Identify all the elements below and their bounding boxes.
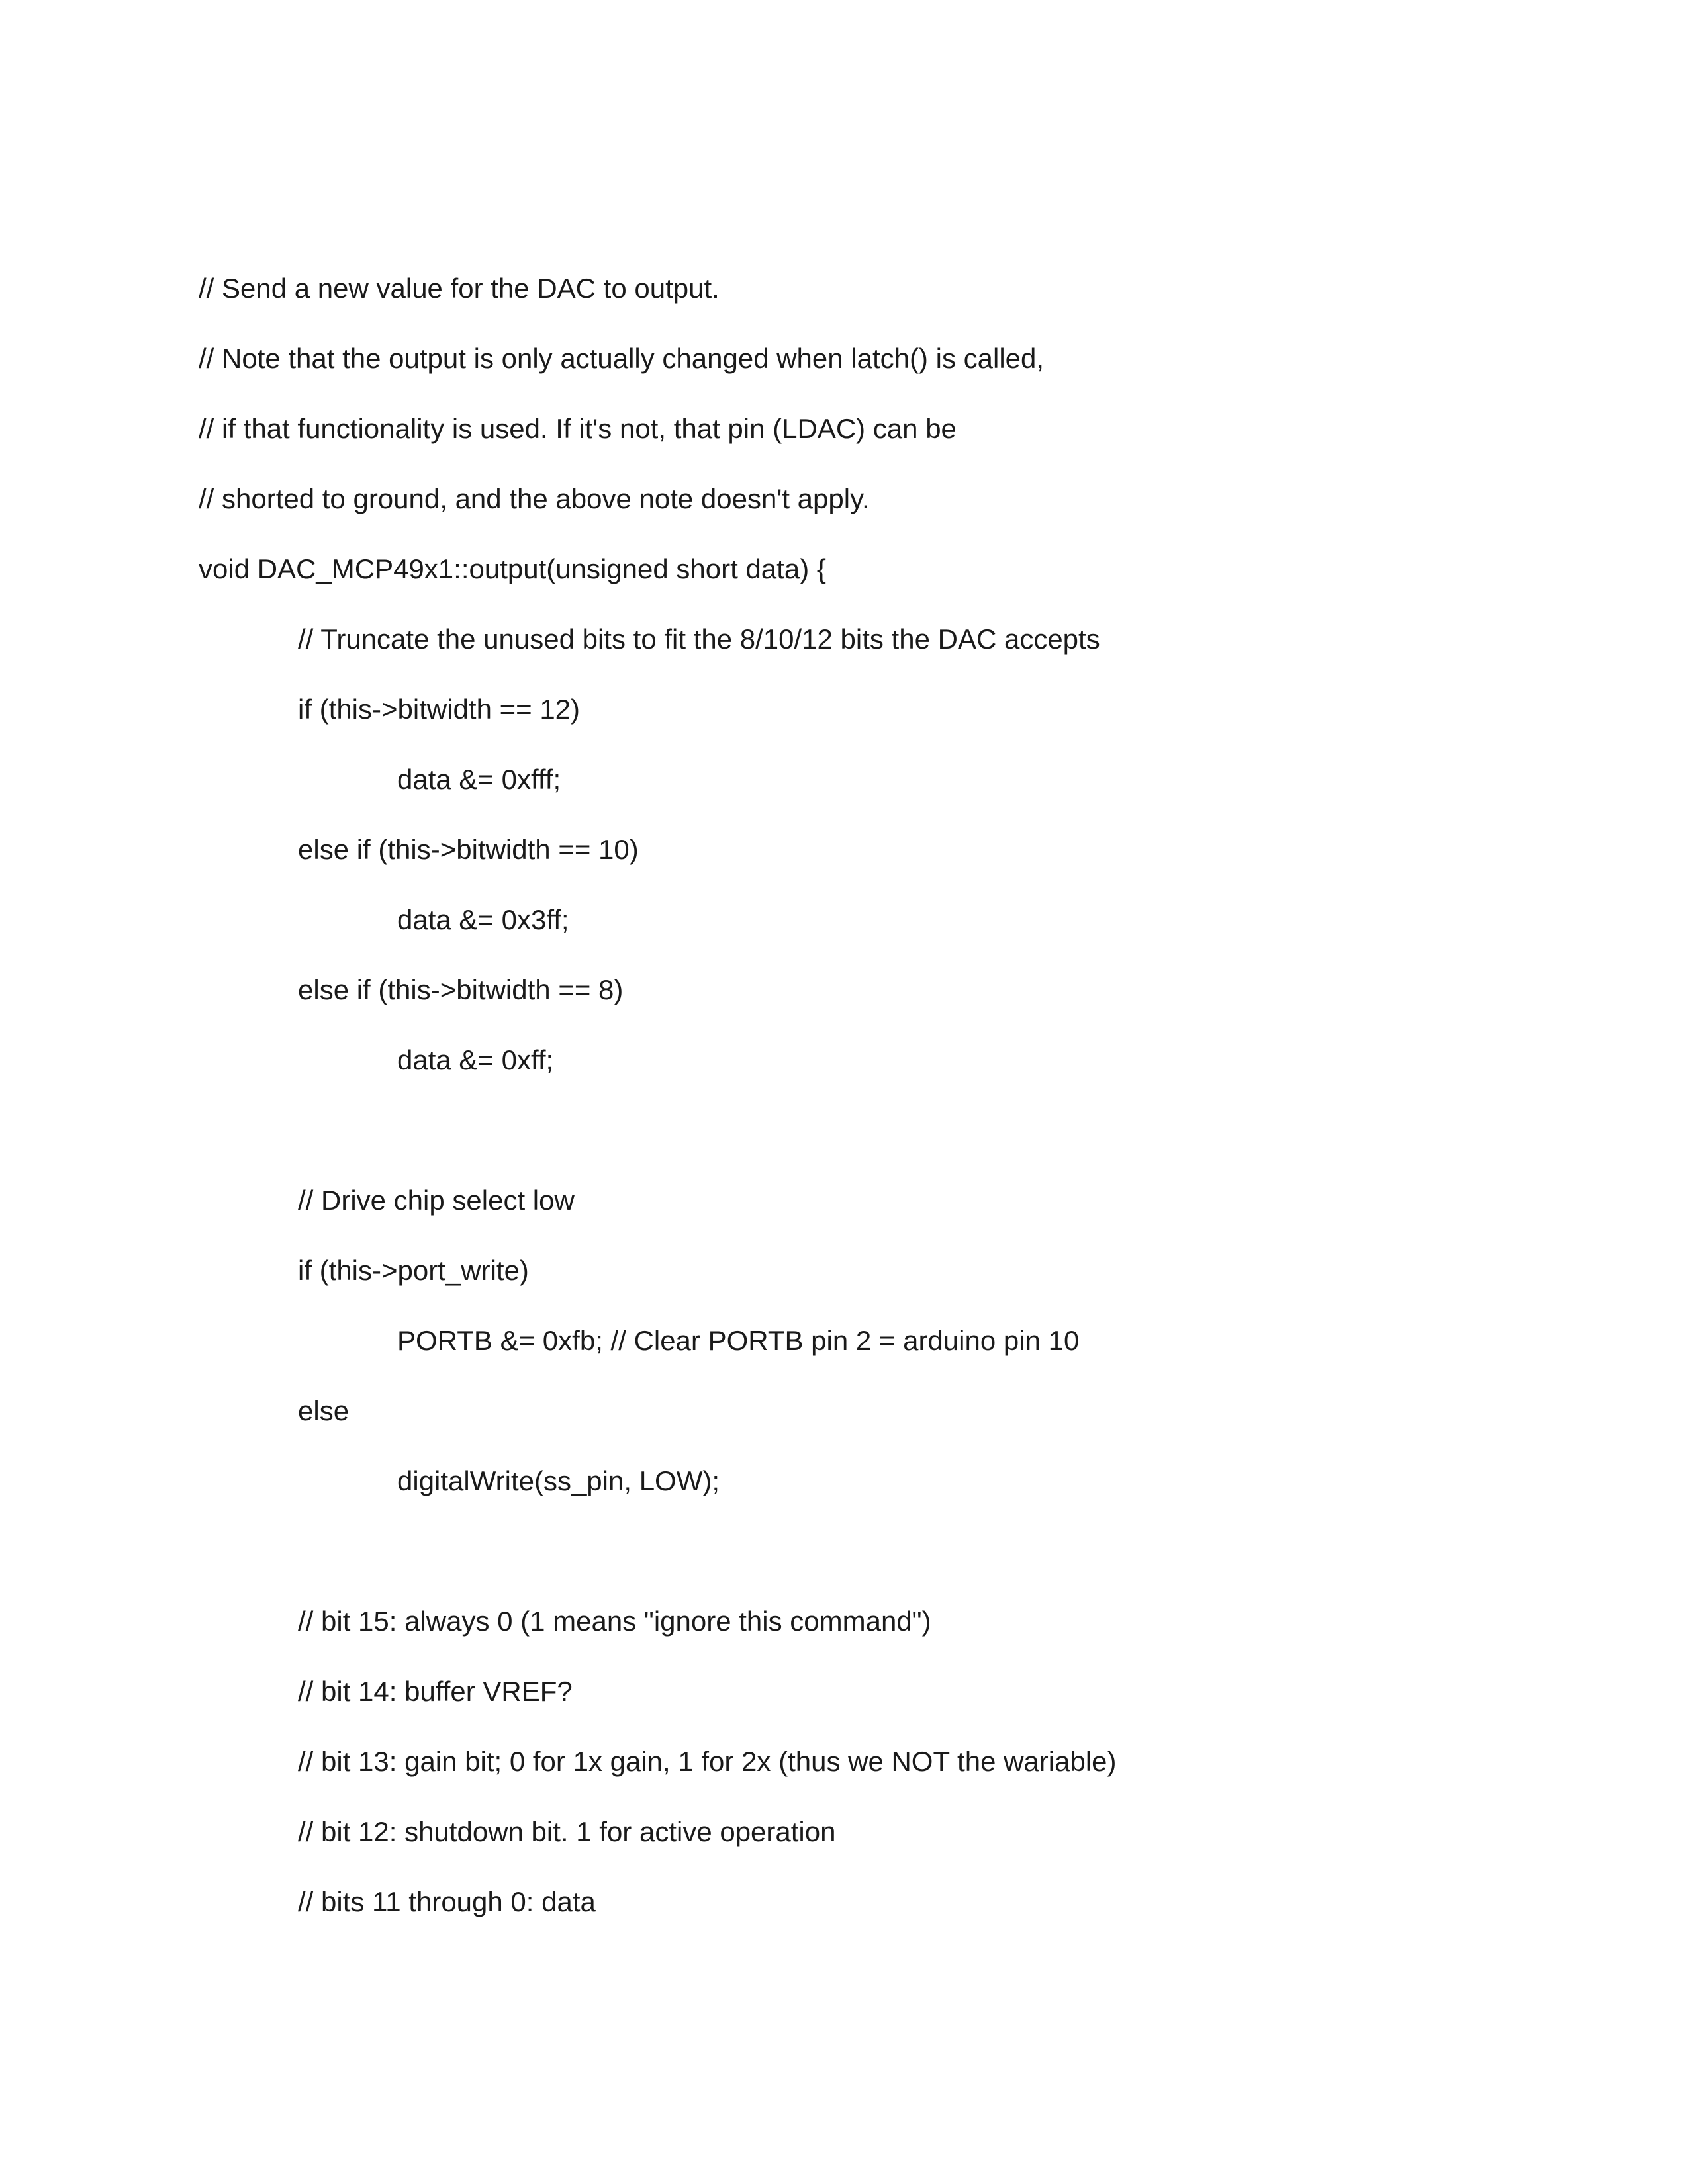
code-line: else [298,1395,350,1426]
code-comment-line: // bit 13: gain bit; 0 for 1x gain, 1 for 2x (thus we NOT the wariable) [298,1746,1117,1777]
code-comment-line: // if that functionality is used. If it's not, that pin (LDAC) can be [199,413,957,444]
code-comment-line: // bits 11 through 0: data [298,1886,596,1917]
code-line: data &= 0xff; [397,1044,554,1075]
code-comment-line: // Truncate the unused bits to fit the 8/10/12 bits the DAC accepts [298,623,1100,655]
code-comment-line: // Note that the output is only actually changed when latch() is called, [199,343,1045,374]
code-line: data &= 0x3ff; [397,904,569,935]
code-comment-line: // shorted to ground, and the above note doesn't apply. [199,483,870,514]
code-line: digitalWrite(ss_pin, LOW); [397,1465,720,1496]
code-line: else if (this->bitwidth == 10) [298,834,639,865]
code-line: PORTB &= 0xfb; // Clear PORTB pin 2 = arduino pin 10 [397,1325,1080,1356]
code-line: else if (this->bitwidth == 8) [298,974,624,1005]
code-comment-line: // Send a new value for the DAC to output. [199,273,720,304]
code-line: if (this->port_write) [298,1255,529,1286]
function-signature-line: void DAC_MCP49x1::output(unsigned short data) { [199,553,826,584]
code-comment-line: // bit 14: buffer VREF? [298,1676,573,1707]
code-line: data &= 0xfff; [397,764,561,795]
code-comment-line: // Drive chip select low [298,1185,575,1216]
code-line: if (this->bitwidth == 12) [298,694,581,725]
code-comment-line: // bit 15: always 0 (1 means "ignore this command") [298,1606,931,1637]
code-comment-line: // bit 12: shutdown bit. 1 for active operation [298,1816,836,1847]
